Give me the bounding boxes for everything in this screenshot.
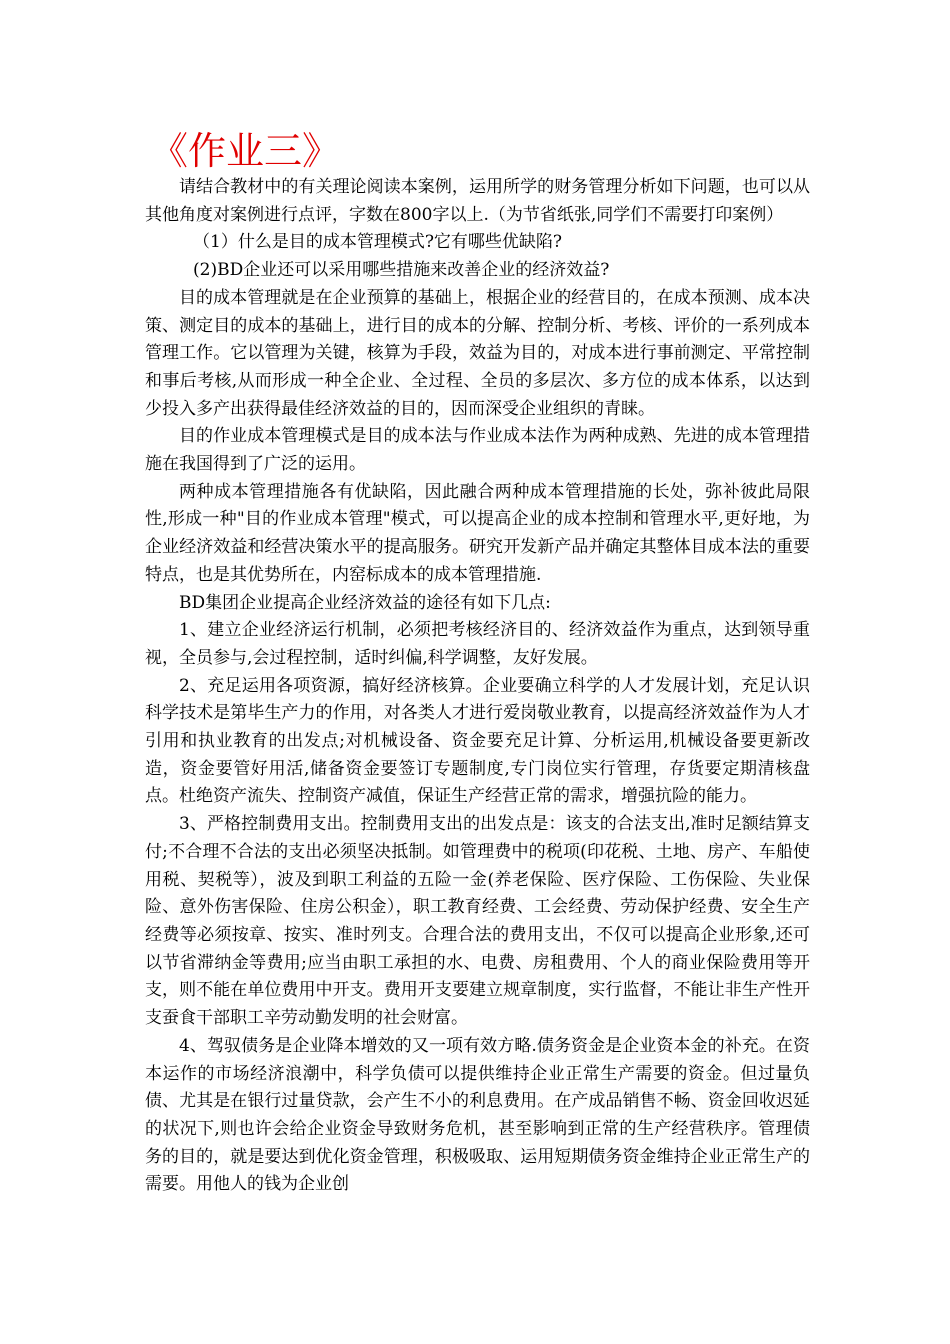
body-paragraph: 目的作业成本管理模式是目的成本法与作业成本法作为两种成熟、先进的成本管理措施在我国得到了广泛的运用。 <box>145 426 810 475</box>
list-item-1: 1、建立企业经济运行机制，必须把考核经济目的、经济效益作为重点，达到领导重视，全员参与,会过程控制，适时纠偏,科学调整，友好发展。 <box>145 620 810 668</box>
document-title: 《作业三》 <box>150 129 341 173</box>
intro-paragraph: 请结合教材中的有关理论阅读本案例，运用所学的财务管理分析如下问题，也可以从其他角度对案例进行点评，字数在800字以上.（为节省纸张,同学们不需要打印案例） <box>145 177 810 225</box>
list-item-3: 3、严格控制费用支出。控制费用支出的出发点是：该支的合法支出,准时足额结算支付;不合理不合法的支出必须坚决抵制。如管理费中的税项(印花税、土地、房产、车船使用税、契税等），波及到职工利益的五险一金(养老保险、医疗保险、工伤保险、失业保险、意外伤害保险、住房公积金），职工教育经费、工会经费、劳动保护经费、安全生产经费等必须按章、按实、准时列支。合理合法的费用支出，不仅可以提高企业形象,还可以节省滞纳金等费用;应当由职工承担的水、电费、房租费用、个人的商业保险费用等开支，则不能在单位费用中开支。费用开支要建立规章制度，实行监督，不能让非生产性开支蚕食干部职工辛劳动勤发明的社会财富。 <box>145 814 810 1029</box>
body-paragraph: 两种成本管理措施各有优缺陷，因此融合两种成本管理措施的长处，弥补彼此局限性,形成一种"目的作业成本管理"模式，可以提高企业的成本控制和管理水平,更好地，为企业经济效益和经营决策水平的提高服务。研究开发新产品并确定其整体目成本法的重要特点，也是其优势所在，内窑标成本的成本管理措施. <box>145 481 810 585</box>
list-item-2: 2、充足运用各项资源，搞好经济核算。企业要确立科学的人才发展计划，充足认识科学技术是第毕生产力的作用，对各类人才进行爱岗敬业教育，以提高经济效益作为人才引用和执业教育的出发点;对机械设备、资金要充足计算、分析运用,机械设备要更新改造，资金要管好用活,储备资金要签订专题制度,专门岗位实行管理，存货要定期清核盘点。杜绝资产流失、控制资产减值，保证生产经营正常的需求，增强抗险的能力。 <box>145 675 810 807</box>
body-paragraph: BD集团企业提高企业经济效益的途径有如下几点: <box>179 592 551 613</box>
document-body <box>145 174 810 1199</box>
question-2: (2)BD企业还可以采用哪些措施来改善企业的经济效益? <box>193 260 610 281</box>
body-paragraph: 目的成本管理就是在企业预算的基础上，根据企业的经营目的，在成本预测、成本决策、测定目的成本的基础上，进行目的成本的分解、控制分析、考核、评价的一系列成本管理工作。它以管理为关键，核算为手段，效益为目的，对成本进行事前测定、平常控制和事后考核,从而形成一种全企业、全过程、全员的多层次、多方位的成本体系，以达到少投入多产出获得最佳经济效益的目的，因而深受企业组织的青睐。 <box>145 287 810 419</box>
question-1: （1）什么是目的成本管理模式?它有哪些优缺陷? <box>193 232 563 253</box>
list-item-4: 4、驾驭债务是企业降本增效的又一项有效方略.债务资金是企业资本金的补充。在资本运作的市场经济浪潮中，科学负债可以提供维持企业正常生产需要的资金。但过量负债、尤其是在银行过量贷款，会产生不小的利息费用。在产成品销售不畅、资金回收迟延的状况下,则也许会给企业资金导致财务危机，甚至影响到正常的生产经营秩序。管理债务的目的，就是要达到优化资金管理，积极吸取、运用短期债务资金维持企业正常生产的需要。用他人的钱为企业创 <box>145 1035 810 1195</box>
